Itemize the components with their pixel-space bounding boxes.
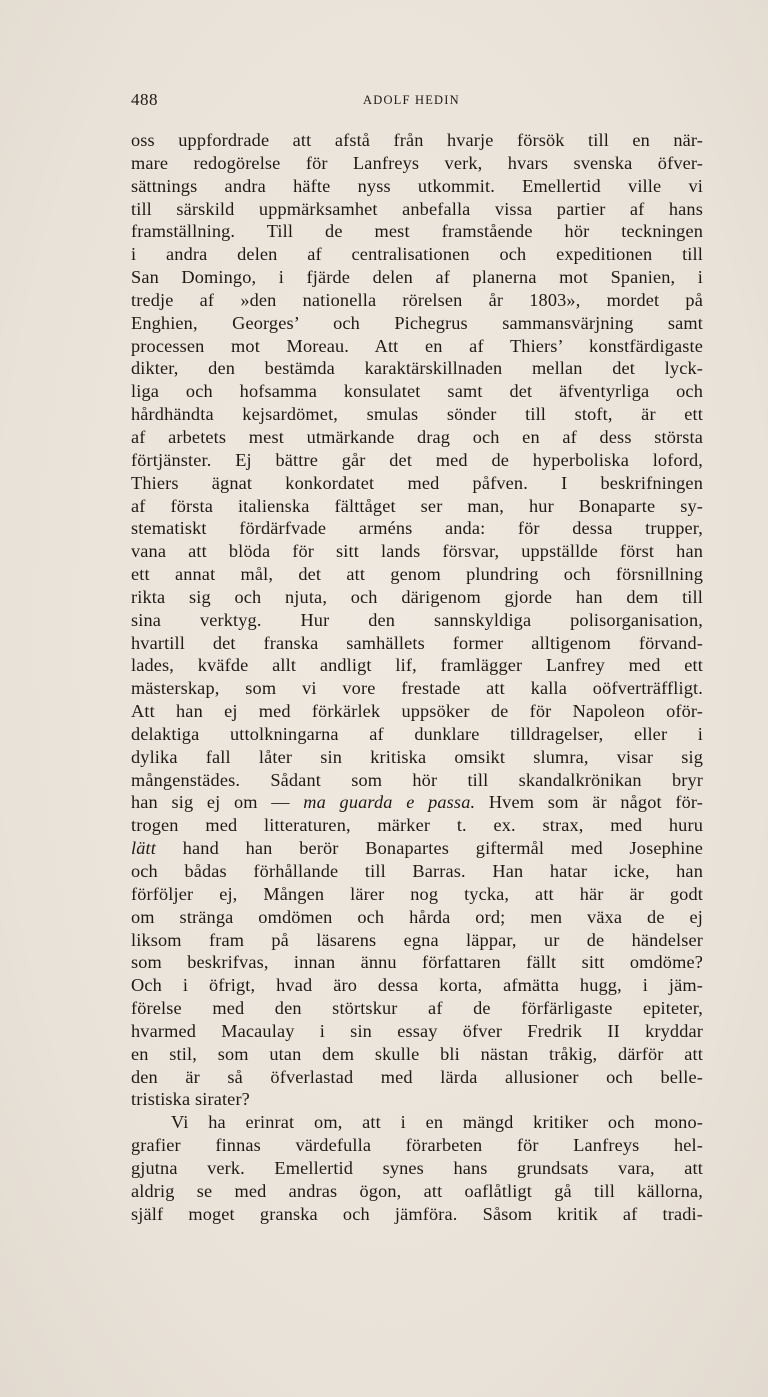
text-line: af första italienska fälttåget ser man, hur Bonaparte sy- bbox=[131, 495, 703, 516]
text-line: San Domingo, i fjärde delen af planerna mot Spanien, i bbox=[131, 267, 703, 288]
text-line: vana att blöda för sitt lands försvar, uppställde först han bbox=[131, 541, 703, 562]
text-line: mare redogörelse för Lanfreys verk, hvars svenska öfver- bbox=[131, 152, 703, 173]
text-line: tristiska sirater? bbox=[131, 1089, 250, 1110]
text-line-with-italic bbox=[131, 837, 703, 860]
text-line: Och i öfrigt, hvad äro dessa korta, afmätta hugg, i jäm- bbox=[131, 975, 703, 996]
text-line: dikter, den bestämda karaktärskillnaden mellan det lyck- bbox=[131, 358, 703, 379]
text-line: förelse med den störtskur af de förfärligaste epiteter, bbox=[131, 998, 703, 1019]
text-line: Thiers ägnat konkordatet med påfven. I beskrifningen bbox=[131, 472, 703, 493]
text-line: hårdhändta kejsardömet, smulas sönder till stoft, är ett bbox=[131, 404, 703, 425]
italic-phrase: ma guarda e passa. bbox=[303, 792, 476, 813]
text-line: mästerskap, som vi vore frestade att kalla oöfverträffligt. bbox=[131, 678, 703, 699]
text-line: ett annat mål, det att genom plundring och försnillning bbox=[131, 564, 703, 585]
text-line: i andra delen af centralisationen och expeditionen till bbox=[131, 244, 703, 265]
text-line: hvarmed Macaulay i sin essay öfver Fredrik II kryddar bbox=[131, 1020, 703, 1041]
text-line: som beskrifvas, innan ännu författaren fällt sitt omdöme? bbox=[131, 952, 703, 973]
text-line: en stil, som utan dem skulle bli nästan tråkig, därför att bbox=[131, 1043, 703, 1064]
text-line: sättnings andra häfte nyss utkommit. Emellertid ville vi bbox=[131, 175, 703, 196]
text-line: liga och hofsamma konsulatet samt det äfventyrliga och bbox=[131, 381, 703, 402]
text-line: trogen med litteraturen, märker t. ex. strax, med huru bbox=[131, 815, 703, 836]
text-line: oss uppfordrade att afstå från hvarje försök till en när- bbox=[131, 130, 703, 150]
text-line: lades, kväfde allt andligt lif, framlägger Lanfrey med ett bbox=[131, 655, 703, 676]
page-header bbox=[131, 90, 703, 114]
text-segment: Hvem som är något för- bbox=[475, 792, 703, 813]
italic-word: lätt bbox=[131, 838, 156, 859]
text-line: delaktiga uttolkningarna af dunklare tilldragelser, eller i bbox=[131, 723, 703, 744]
text-line: till särskild uppmärksamhet anbefalla vissa partier af hans bbox=[131, 198, 703, 219]
text-line: liksom fram på läsarens egna läppar, ur de händelser bbox=[131, 929, 703, 950]
running-head: ADOLF HEDIN bbox=[363, 93, 460, 107]
text-line: tredje af »den nationella rörelsen år 1803», mordet på bbox=[131, 289, 703, 310]
text-segment: hand han berör Bonapartes giftermål med Josephine bbox=[155, 838, 703, 859]
text-line: rikta sig och njuta, och därigenom gjorde han dem till bbox=[131, 586, 703, 607]
text-line: dylika fall låter sin kritiska omsikt slumra, visar sig bbox=[131, 746, 703, 767]
body-text bbox=[131, 129, 703, 1226]
text-line: Att han ej med förkärlek uppsöker de för Napoleon oför- bbox=[131, 701, 703, 722]
text-line: grafier finnas värdefulla förarbeten för Lanfreys hel- bbox=[131, 1135, 703, 1156]
text-line: sina verktyg. Hur den sannskyldiga polisorganisation, bbox=[131, 609, 703, 630]
paragraph-first-line: Vi ha erinrat om, att i en mängd kritiker och mono- bbox=[171, 1112, 703, 1133]
text-line: framställning. Till de mest framstående hör teckningen bbox=[131, 221, 703, 242]
text-line: gjutna verk. Emellertid synes hans grundsats vara, att bbox=[131, 1157, 703, 1178]
text-line: af arbetets mest utmärkande drag och en af dess största bbox=[131, 426, 703, 447]
text-line: aldrig se med andras ögon, att oaflåtligt gå till källorna, bbox=[131, 1180, 703, 1201]
text-line: förtjänster. Ej bättre går det med de hyperboliska loford, bbox=[131, 449, 703, 470]
text-segment: han sig ej om — bbox=[131, 792, 304, 813]
text-line: förföljer ej, Mången lärer nog tycka, att här är godt bbox=[131, 883, 703, 904]
text-line: hvartill det franska samhällets former alltigenom förvand- bbox=[131, 632, 703, 653]
text-line: och bådas förhållande till Barras. Han hatar icke, han bbox=[131, 861, 703, 881]
text-line: den är så öfverlastad med lärda allusioner och belle- bbox=[131, 1066, 703, 1087]
text-line: stematiskt fördärfvade arméns anda: för dessa trupper, bbox=[131, 518, 703, 539]
text-line: själf moget granska och jämföra. Såsom kritik af tradi- bbox=[131, 1203, 703, 1224]
text-line: processen mot Moreau. Att en af Thiers’ konstfärdigaste bbox=[131, 335, 703, 356]
text-line: mångenstädes. Sådant som hör till skandalkrönikan bryr bbox=[131, 769, 703, 790]
text-line: Enghien, Georges’ och Pichegrus sammansvärjning samt bbox=[131, 312, 703, 333]
page-number: 488 bbox=[131, 90, 158, 109]
text-line: om stränga omdömen och hårda ord; men växa de ej bbox=[131, 906, 703, 927]
text-line-with-italic bbox=[131, 791, 703, 814]
